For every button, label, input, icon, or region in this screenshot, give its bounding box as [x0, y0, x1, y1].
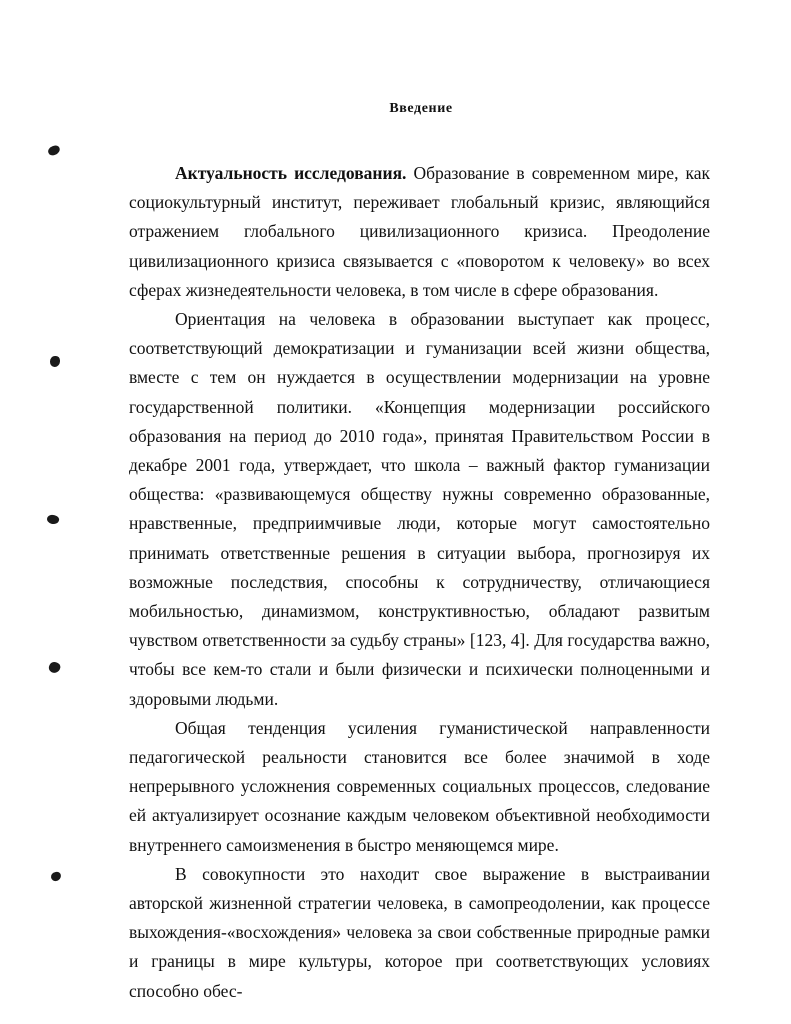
scan-blot	[46, 514, 60, 526]
scan-blot	[47, 144, 61, 157]
paragraph-text: Ориентация на человека в образовании выступает как процесс, соответствующий демократизации и гуманизации всей жизни общества, вместе с тем он нуждается в осуществлении модернизации на уровне государственной политики. «Концепция модернизации российского образования на период до 2010 года», принятая Правительством России в декабре 2001 года, утверждает, что школа – важный фактор гуманизации общества: «развивающемуся обществу нужны современно образованные, нравственные, предприимчивые люди, которые могут самостоятельно принимать ответственные решения в ситуации выбора, прогнозируя их возможные последствия, способны к сотрудничеству, отличающиеся мобильностью, динамизмом, конструктивностью, обладают развитым чувством ответственности за судьбу страны» [123, 4]. Для государства важно, чтобы все кем-то стали и были физически и психически полноценными и здоровыми людьми.	[129, 309, 710, 709]
scan-blot	[50, 871, 61, 882]
paragraph-text: Общая тенденция усиления гуманистической направленности педагогической реальности становится все более значимой в ходе непрерывного усложнения современных социальных процессов, следование ей актуализирует осознание каждым человеком объективной необходимости внутреннего самоизменения в быстро меняющемся мире.	[129, 717, 710, 855]
paragraph	[129, 860, 710, 1006]
body-text	[129, 159, 710, 1006]
paragraph-text: В совокупности это находит свое выражение в выстраивании авторской жизненной стратегии человека, в самопреодолении, как процессе выхождения-«восхождения» человека за свои собственные природные рамки и границы в мире культуры, которое при соответствующих условиях способно обес-	[129, 863, 710, 1001]
paragraph-lead: Актуальность исследования.	[175, 163, 407, 183]
paragraph-text: Образование в современном мире, как социокультурный институт, переживает глобальный кризис, являющийся отражением глобального цивилизационного кризиса. Преодоление цивилизационного кризиса связывается с «поворотом к человеку» во всех сферах жизнедеятельности человека, в том числе в сфере образования.	[129, 163, 710, 300]
paragraph	[129, 714, 710, 860]
scan-blot	[50, 356, 60, 367]
paragraph	[129, 305, 710, 714]
paragraph	[129, 159, 710, 305]
section-heading: Введение	[389, 101, 453, 116]
scan-blot	[47, 660, 62, 675]
